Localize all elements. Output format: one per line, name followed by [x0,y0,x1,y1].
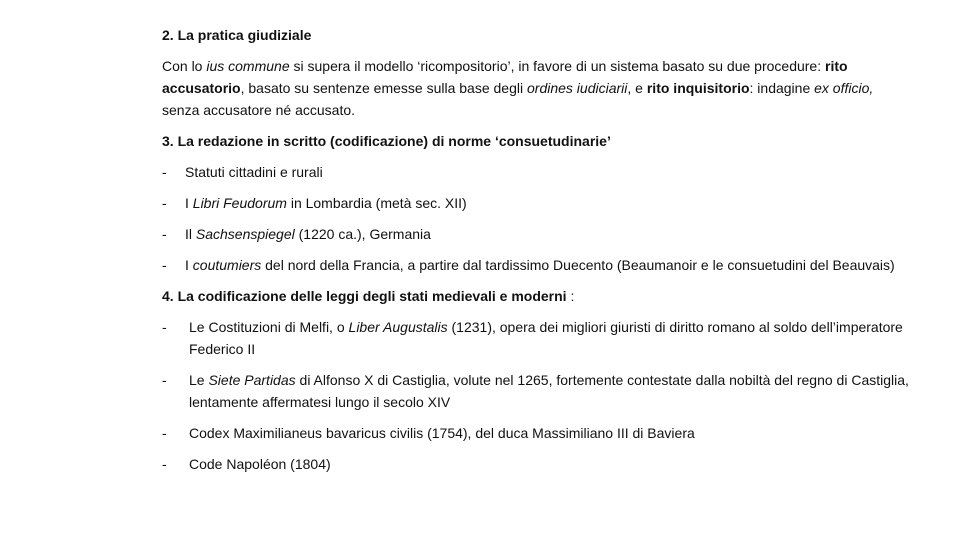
text-run: Codex Maximilianeus bavaricus civilis (1754), del duca Massimiliano III di Baviera [189,425,695,441]
section-3-list [162,161,912,276]
text-run-italic: Sachsenspiegel [195,226,295,242]
text-run: Le Costituzioni di Melfi, o [189,319,349,335]
section-2-heading: 2. La pratica giudiziale [162,27,312,43]
text-run-italic: ordines iudiciarii [527,80,628,96]
section-4-heading [162,285,912,307]
list-item [162,422,912,444]
list-dash: - [162,164,167,180]
text-run-italic: Siete Partidas [208,372,296,388]
document-body [162,24,912,484]
text-run: senza accusatore né accusato. [162,102,356,118]
text-run: del nord della Francia, a partire dal tardissimo Duecento (Beaumanoir e le consuetudini del Beauvais) [261,257,895,273]
list-dash: - [162,425,167,441]
section-4-list [162,316,912,475]
list-dash: - [162,456,167,472]
text-run-bold: 4. La codificazione delle leggi degli stati medievali e moderni [162,288,567,304]
text-run: , basato su sentenze emesse sulla base degli [240,80,527,96]
text-run: , e [627,80,647,96]
text-run-italic: ex officio, [814,80,874,96]
section-3-heading: 3. La redazione in scritto (codificazione) di norme ‘consuetudinarie’ [162,133,611,149]
text-run: Code Napoléon (1804) [189,456,331,472]
text-run: in Lombardia (metà sec. XII) [286,195,467,211]
list-dash: - [162,257,167,273]
text-run-italic: ius commune [206,58,290,74]
list-dash: - [162,372,167,388]
list-item [162,192,912,214]
list-item [162,223,912,245]
list-dash: - [162,195,167,211]
text-run: di Alfonso X di Castiglia, volute nel 1265, fortemente contestate dalla nobiltà del regno di Castiglia, lentamente affermatesi lungo il secolo XIV [189,372,909,410]
list-dash: - [162,226,167,242]
list-item [162,161,912,183]
text-run: I [185,195,193,211]
text-run: Il [185,226,196,242]
text-run-italic: Liber Augustalis [348,319,448,335]
text-run-bold: rito inquisitorio [646,80,750,96]
text-run: si supera il modello ‘ricompositorio’, in favore di un sistema basato su due procedure: [289,58,826,74]
text-run: Statuti cittadini e rurali [185,164,323,180]
text-run: : [566,288,575,304]
list-dash: - [162,319,167,335]
list-item [162,316,912,360]
text-run-italic: coutumiers [192,257,262,273]
text-run: I [185,257,193,273]
text-run: Con lo [162,58,207,74]
text-run: Le [189,372,209,388]
list-item [162,254,912,276]
text-run: (1231), opera dei migliori giuristi di diritto romano al soldo dell’imperatore Federico II [189,319,903,357]
list-item [162,369,912,413]
text-run-italic: Libri Feudorum [192,195,287,211]
text-run-bold: rito accusatorio [162,58,848,96]
text-run: (1220 ca.), Germania [294,226,431,242]
list-item [162,453,912,475]
section-2-paragraph [162,55,912,121]
text-run: : indagine [749,80,815,96]
